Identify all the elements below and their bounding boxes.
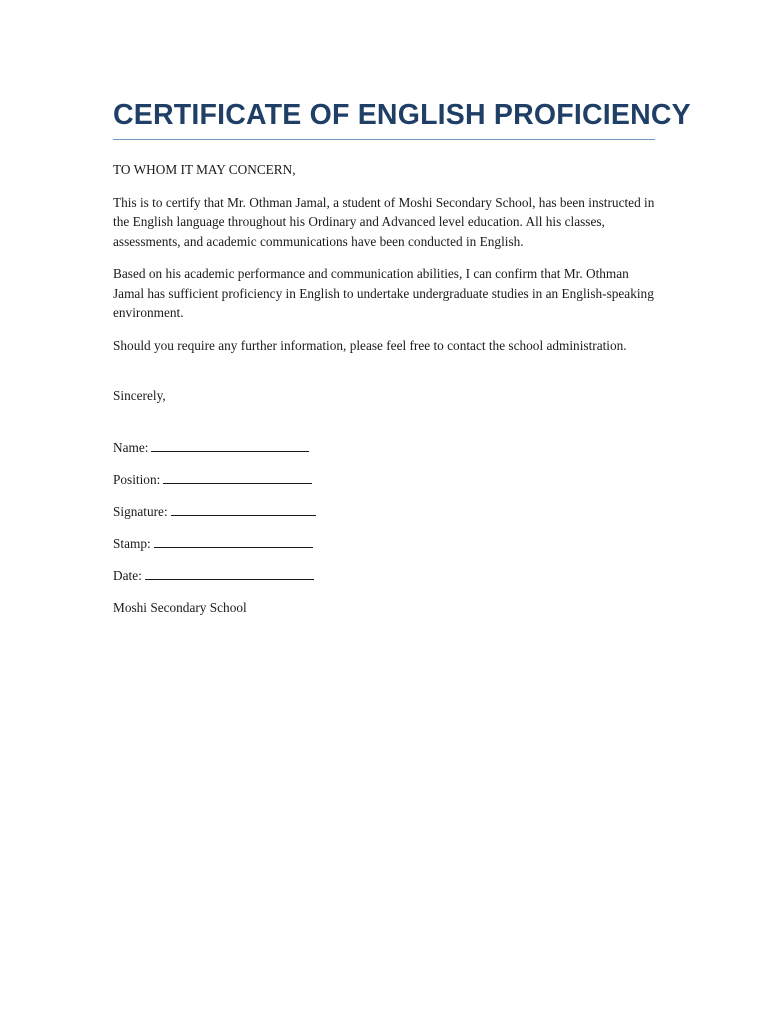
signature-fields <box>113 438 655 586</box>
name-field-label: Name: <box>113 439 149 455</box>
title-divider <box>113 139 655 140</box>
date-field-line <box>145 566 314 580</box>
date-field <box>113 566 655 586</box>
stamp-field-label: Stamp: <box>113 535 151 551</box>
paragraph-certification: This is to certify that Mr. Othman Jamal, a student of Moshi Secondary School, has been instructed in the English language throughout his Ordinary and Advanced level education. All his classes, assessments, and academic communications have been conducted in English. <box>113 194 655 249</box>
signature-field-label: Signature: <box>113 503 168 519</box>
paragraph-contact: Should you require any further information, please feel free to contact the school administration. <box>113 337 627 353</box>
signature-field <box>113 502 655 522</box>
name-field <box>113 438 655 458</box>
document-page <box>113 96 691 630</box>
stamp-field <box>113 534 655 554</box>
position-field <box>113 470 655 490</box>
signature-field-line <box>171 502 316 516</box>
date-field-label: Date: <box>113 567 142 583</box>
document-title: CERTIFICATE OF ENGLISH PROFICIENCY <box>113 99 691 131</box>
salutation: TO WHOM IT MAY CONCERN, <box>113 162 296 177</box>
name-field-line <box>151 438 309 452</box>
paragraph-proficiency: Based on his academic performance and communication abilities, I can confirm that Mr. Othman Jamal has sufficient proficiency in English to undertake undergraduate studies in an English-speaking environment. <box>113 266 654 320</box>
stamp-field-line <box>154 534 313 548</box>
position-field-line <box>163 470 312 484</box>
position-field-label: Position: <box>113 471 161 487</box>
school-name: Moshi Secondary School <box>113 599 247 615</box>
closing: Sincerely, <box>113 388 166 403</box>
